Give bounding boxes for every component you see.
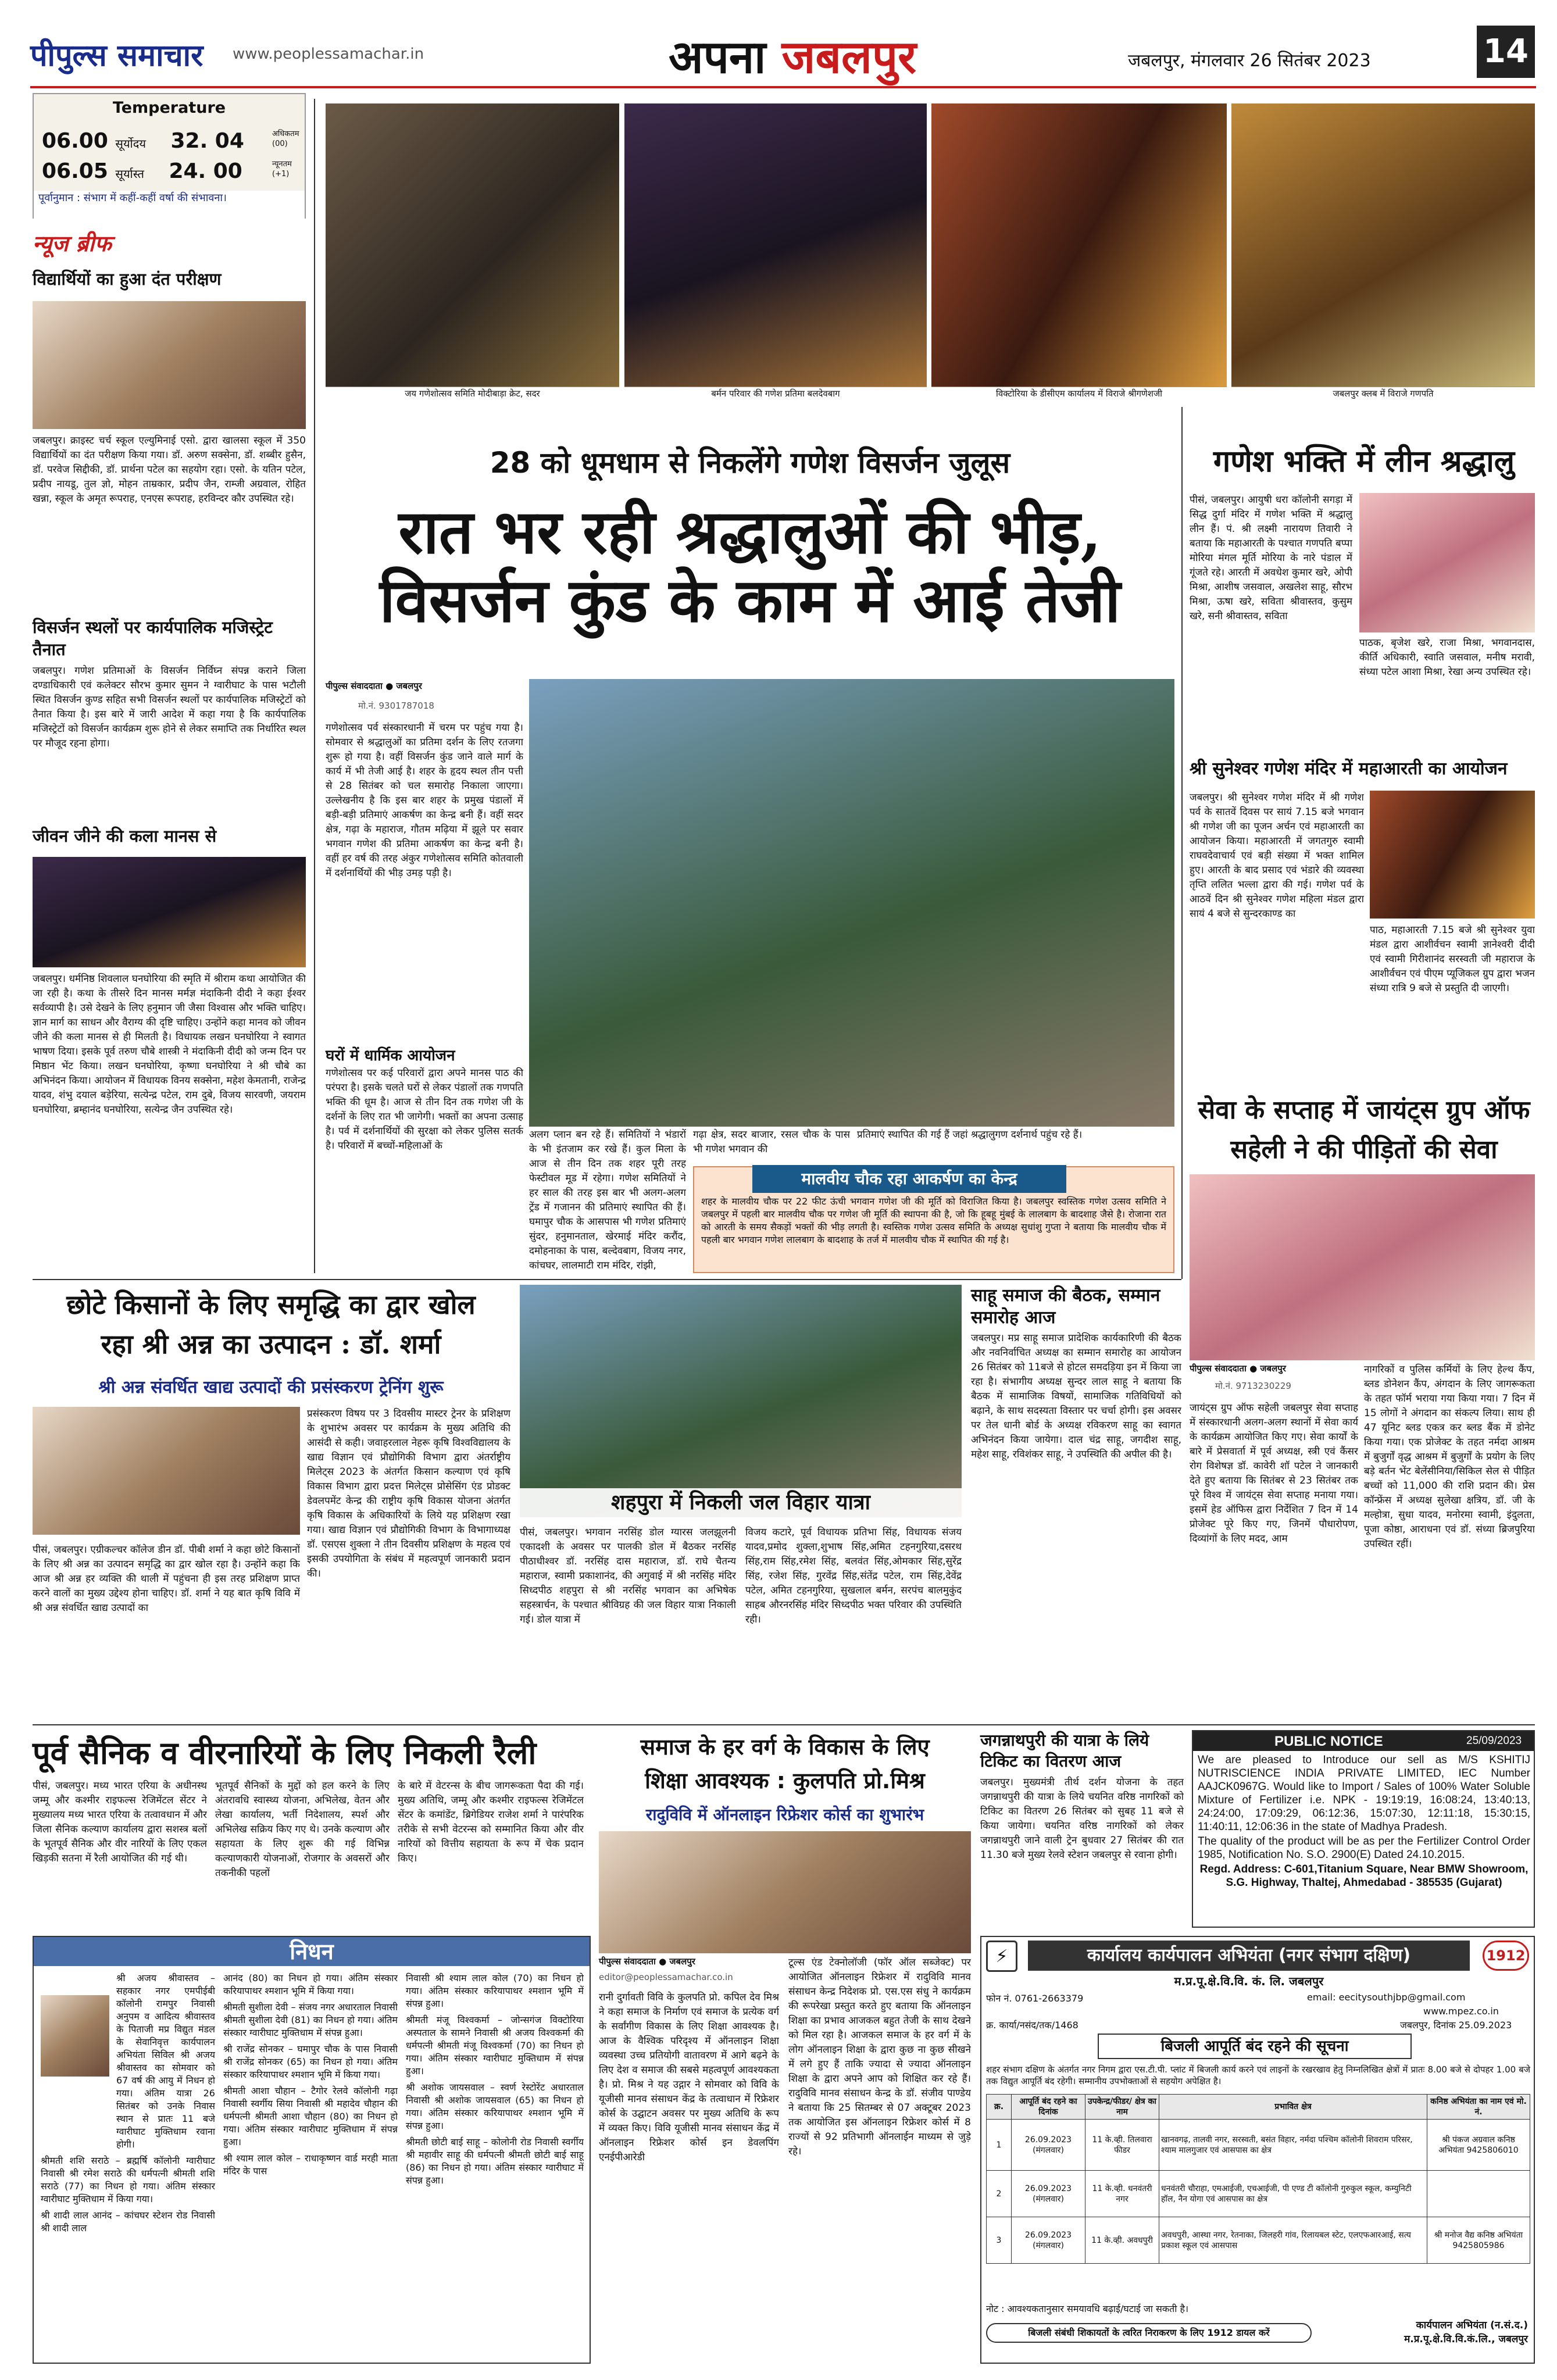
nidhan-title: निधन [34, 1937, 590, 1966]
table-cell: श्री मनोज वैद्य कनिष्ठ अभियंता 9425805986 [1427, 2217, 1530, 2264]
shiksha-headline [599, 1730, 971, 1797]
sunset-label: सूर्यास्त [115, 167, 144, 181]
lead-headline [326, 498, 1174, 635]
farmers-headline-line1: छोटे किसानों के लिए समृद्धि का द्वार खोल [66, 1289, 476, 1320]
forecast-text: पूर्वानुमान : संभाग में कहीं-कहीं वर्षा की संभावना। [34, 191, 305, 219]
ganesh-bhakti-photo [1359, 493, 1535, 632]
shiksha-photo [599, 1831, 971, 1953]
obituary-item: श्रीमती शशि सराठे – ब्रह्मर्षि कॉलोनी ग्वारीघाट निवासी श्री रमेश सराठे की धर्मपत्नी श्रीमती शशि सराठे (77) का निधन हो गया। अंतिम संस्कार ग्वारीघाट मुक्तिधाम में किया गया। [41, 2155, 215, 2204]
top-photo [1231, 103, 1535, 400]
power-table [986, 2094, 1530, 2264]
giants-mobile: मो.नं. 9713230229 [1215, 1381, 1291, 1391]
jal-vihar-caption: शहपुरा में निकली जल विहार यात्रा [520, 1488, 962, 1517]
lead-subhead: घरों में धार्मिक आयोजन [326, 1047, 455, 1064]
giants-photo [1190, 1174, 1535, 1360]
obituary-item: श्री राजेंद्र सोनकर – घमापुर चौक के पास निवासी श्री राजेंद्र सोनकर (65) का निधन हो गया। अंतिम संस्कार करियापाथर श्मशान भूमि में किया गया। [223, 2043, 398, 2080]
brief-headline: विद्यार्थियों का हुआ दंत परीक्षण [33, 269, 222, 289]
nidhan-col1 [41, 1972, 215, 2361]
temperature-title: Temperature [112, 99, 226, 117]
sahu-headline: साहू समाज की बैठक, सम्मान समारोह आज [971, 1285, 1160, 1328]
farmers-headline-line2: रहा श्री अन्न का उत्पादन : डॉ. शर्मा [101, 1328, 441, 1360]
public-notice-address: Regd. Address: C-601,Titanium Square, Near BMW Showroom, S.G. Highway, Thaltej, Ahmedabad - 385535 (Gujarat) [1199, 1863, 1529, 1889]
table-header: उपकेन्द्र/फीडर/ क्षेत्र का नाम [1085, 2095, 1159, 2120]
power-footnote: नोट : आवश्यकतानुसार समयावधि बढ़ाई/घटाई जा सकती है। [986, 2303, 1189, 2314]
rally-col1: पीसं, जबलपुर। मध्य भारत एरिया के अधीनस्थ जम्मू और कश्मीर राइफल्स रेजिमेंटल सेंटर ने मुख्यालय मध्य भारत एरिया के तत्वावधान में और जिला सैनिक कल्याण कार्यालय द्वारा सशस्त्र बलों के भूतपूर्व सैनिक और वीर नारियों के लिए एकल खिड़की सतना में रैली आयोजित की गई थी। [33, 1780, 207, 1864]
power-signature [1319, 2318, 1528, 2346]
obituary-item: श्रीमती सुशीला देवी – संजय नगर अधारताल निवासी श्रीमती सुशीला देवी (81) का निधन हो गया। अंतिम संस्कार ग्वारीघाट मुक्तिधाम में संपन्न हुआ। [223, 2002, 398, 2038]
table-cell: 11 के.व्ही. अवधपुरी [1085, 2217, 1159, 2264]
giants-body: जायंट्स ग्रुप ऑफ सहेली जबलपुर सेवा सप्ताह में संस्कारधानी अलग-अलग स्थानों में सेवा कार्य के कार्यक्रम आयोजित किए गए। सेवा कार्यों के बारे में प्रेसवार्ता में पूर्व अध्यक्ष, स्त्री एवं कैंसर रोग विशेषज्ञ डॉ. कावेरी शॉ पटेल ने जानकारी देते हुए बताया कि सितंबर से 23 सितंबर तक पूरे विश्व में जायंट्स सेवा सप्ताह मनाया गया। इसमें हेड ऑफिस द्वारा निर्देशित 7 दिन में 14 प्रोजेक्ट पूरे किए गए, जिनमें पौधारोपण, दिव्यांगों के लिए मदद, आम [1190, 1402, 1358, 1545]
temperature-row [42, 129, 244, 153]
brief-body: जबलपुर। धर्मनिष्ठ शिवलाल घनघोरिया की स्मृति में श्रीराम कथा आयोजित की जा रही है। कथा के तीसरे दिन मानस मर्मज्ञ मंदाकिनी दीदी ने कहा ईश्वर सर्वव्यापी है। उसे देखने के लिए हनुमान जी जैसा विश्वास और भक्ति चाहिए। ज्ञान मार्ग का साधन और वैराग्य की दृष्टि चाहिए। उन्होंने कहा मानव को जीवन जीने की कला मानस से ही मिलती है। विधायक लखन घनघोरिया ने स्वागत भाषण दिया। इसके पूर्व तरुण चौबे शास्त्री ने मंदाकिनी दीदी को जन्म दिन पर मिष्ठान भेंट किया। लखन घनघोरिया, कृष्णा घनघोरिया ने श्री चौबे का अभिनंदन किया। आयोजन में विधायक विनय सक्सेना, महेश केमतानी, राजेन्द्र यादव, शंभु दयाल बड़ेरिया, सत्येन्द्र पटेल, राम दुबे, विजय सारवणी, जयराम घनघोरिया, ब्रम्हानंद घनघोरिया, सत्येन्द्र जैन उपस्थित रहे। [33, 973, 306, 1116]
suneshwar-photo [1370, 791, 1535, 919]
ganesh-bhakti-side: पाठक, बृजेश खरे, राजा मिश्रा, भगवानदास, कीर्ति अधिकारी, स्वाति जसवाल, मनीष मरावी, संध्या पटेल आशा मिश्रा, रेखा अन्य उपस्थित रहे। [1359, 637, 1535, 678]
rally-col2: भूतपूर्व सैनिकों के मुद्दों को हल करने के लिए अंतरावधि स्वास्थ्य योजना, अभिलेख, वेतन और लेखा कार्यालय, भर्ती निदेशालय, स्पर्श और अभिलेख सक्रिय किए गए थे। उनके कल्याण और सहायता के लिए शुरू की गई विभिन्न कल्याणकारी योजनाओं, रोजगार के अवसरों और तकनीकी पहलों [215, 1780, 390, 1879]
table-row [987, 2171, 1530, 2217]
brief-body: जबलपुर। क्राइस्ट चर्च स्कूल एल्युमिनाई एसो. द्वारा खालसा स्कूल में 350 विद्यार्थियों का दंत परीक्षण किया गया। डॉ. अरुण सक्सेना, डॉ. शब्बीर हुसैन, डॉ. परवेज सिद्दीकी, डॉ. प्रार्थना पटेल का सहयोग रहा। एसो. के यतिन पटेल, प्रदीप नायडू, तुल ज्ञो, मोहन ताम्रकार, प्रदीप जैन, राम्जी अग्रवाल, रोहित खन्ना, स्कूल के अमृत रूपराह, एनएस रूपराह, हरविन्दर कौर उपस्थित रहे। [33, 435, 306, 505]
power-sign-line2: म.प्र.पू.क्षे.वि.वि.कं.लि., जबलपुर [1404, 2333, 1528, 2345]
section-title-b: जबलपुर [781, 31, 917, 84]
max-temp: 32. 04 [170, 129, 244, 153]
photo-caption: बर्मन परिवार की गणेश प्रतिमा बलदेवबाग [624, 387, 927, 400]
power-org: म.प्र.पू.क्षे.वि.वि. कं. लि. जबलपुर [1174, 1974, 1324, 1988]
lead-kicker: 28 को धूमधाम से निकलेंगे गणेश विसर्जन जुलूस [490, 446, 1010, 480]
lead-col4: प्रतिमाएं स्थापित की गई हैं जहां श्रद्धालुगण दर्शनार्थ पहुंच रहे हैं। [857, 1129, 1083, 1141]
shiksha-byline: पीपुल्स संवाददाता ● जबलपुर [599, 1956, 695, 1967]
power-phone: फोन नं. 0761-2663379 [986, 1993, 1084, 2004]
helpline-badge: 1912 [1483, 1941, 1529, 1971]
table-header: क्र. [987, 2095, 1012, 2120]
page-number: 14 [1477, 26, 1535, 78]
farmers-col1: पीसं, जबलपुर। एग्रीकल्चर कॉलेज डीन डॉ. पीबी शर्मा ने कहा छोटे किसानों के लिए श्री अन्न का उत्पादन समृद्धि का द्वार खोल रहा है। उन्होंने कहा कि आज श्री अन्न हर व्यक्ति की थाली में पहुंचना ही इस तरह प्रशिक्षण प्राप्त करने वालों का मुख्य उद्देश्य होना चाहिए। डॉ. शर्मा ने यह बात कृषि विवि में श्री अन्न संवर्धित खाद्य उत्पादों का [33, 1544, 300, 1614]
lead-byline: पीपुल्स संवाददाता ● जबलपुर [326, 681, 422, 691]
farmers-photo [33, 1407, 300, 1535]
ganesh-bhakti-headline: गणेश भक्ति में लीन श्रद्धालु [1213, 444, 1515, 479]
table-cell: 26.09.2023 (मंगलवार) [1012, 2171, 1085, 2217]
suneshwar-side: पाठ, महाआरती 7.15 बजे श्री सुनेश्वर युवा मंडल द्वारा आशीर्वचन स्वामी ज्ञानेश्वरी दीदी एवं स्वामी गिरीशानंद सरस्वती जी महाराज के आशीर्वचन एवं पीएम प्यूजिकल ग्रुप द्वारा भजन संध्या रात्रि 9 बजे से प्रस्तुति दी जाएगी। [1370, 924, 1535, 994]
lead-headline-line2: विसर्जन कुंड के काम में आई तेजी [379, 564, 1121, 636]
sunset-time: 06.05 [42, 159, 108, 183]
table-cell: श्री पंकज अग्रवाल कनिष्ठ अभियंता 9425806010 [1427, 2120, 1530, 2171]
table-header: कनिष्ठ अभियंता का नाम एवं मो. नं. [1427, 2095, 1530, 2120]
rally-col3: के बारे में वेटरन्स के बीच जागरूकता पैदा की गई। मुख्य अतिथि, जम्मू और कश्मीर राइफल्स रेजिमेंटल सेंटर के कमांडेंट, ब्रिगेडियर राजेश शर्मा ने पारंपरिक तरीके से सभी वेटरन्स को सम्मानित किया और वीर नारियों को वित्तीय सहायता के रूप में चेक प्रदान किए। [398, 1780, 584, 1864]
obituary-item: श्रीमती आशा चौहान – टैगोर रेलवे कॉलोनी गढ़ा निवासी स्वर्गीय सिया निवासी श्री महादेव चौहान की धर्मपत्नी श्रीमती आशा चौहान (80) का निधन हो गया। अंतिम संस्कार ग्वारीघाट मुक्तिधाम में संपन्न हुआ। [223, 2085, 398, 2147]
table-cell: अवधपुरी, आस्था नगर, रेतनाका, जिलहरी गांव, रिलायबल स्टेट, एलएफआरआई, सत्य प्रकाश स्कूल एवं आसपास [1159, 2217, 1427, 2264]
top-photo [624, 103, 927, 400]
mpez-logo: ⚡ [986, 1941, 1017, 1972]
nidhan-col2 [223, 1972, 398, 2361]
lead-col3: गढ़ा क्षेत्र, सदर बाजार, रसल चौक के पास भी गणेश भगवान की [693, 1129, 850, 1155]
obituary-item: श्री अशोक जायसवाल – स्वर्ण रेस्टोरेंट अधारताल निवासी श्री अशोक जायसवाल (65) का निधन हो गया। अंतिम संस्कार करियापाथर श्मशान भूमि में संपन्न हुआ। [406, 2082, 584, 2131]
news-brief-label: न्यूज ब्रीफ [33, 231, 112, 256]
jal-vihar-col1: पीसं, जबलपुर। भगवान नरसिंह डोल ग्यारस जलझूलनी एकादशी के अवसर पर पालकी डोल में बैठकर नरसिंह पीठाधीश्वर डॉ. नरसिंह दास महाराज, डॉ. राघे चैतन्य महाराज, स्वामी प्रकाशानंद, की अगुवाई में श्री नरसिंह मंदिर सिध्दपीठ शहपुरा से श्री नरसिंह भगवान का अभिषेक सहस्त्रार्चन, के पश्चात श्रीविग्रह की जल विहार यात्रा निकाली गई। डोल यात्रा में [520, 1527, 736, 1625]
sahu-body: जबलपुर। मप्र साहू समाज प्रादेशिक कार्यकारिणी की बैठक और नवनिर्वाचित अध्यक्ष का सम्मान समारोह का आयोजन 26 सितंबर को 11बजे से होटल समदड़िया इन में किया जा रहा है। संभागीय अध्यक्ष सुन्दर लाल साहू ने बताया कि बैठक में सामाजिक विषयों, सामाजिक गतिविधियों को बढ़ाने, के साथ सदस्यता विस्तार पर चर्चा होगी। इस अवसर पर तेल धानी बोर्ड के अध्यक्ष रविकरण साहू का स्वागत अभिनंदन किया जायेगा। दाल चंद्र साहू, जगदीश साहू, महेश साहू, रविशंकर साहू, ने उपस्थिति की अपील की है। [971, 1332, 1181, 1460]
shiksha-headline-line2: शिक्षा आवश्यक : कुलपति प्रो.मिश्र [645, 1768, 925, 1793]
power-ref-date: जबलपुर, दिनांक 25.09.2023 [1400, 2020, 1512, 2031]
nidhan-box [33, 1936, 591, 2364]
suneshwar-headline: श्री सुनेश्वर गणेश मंदिर में महाआरती का आयोजन [1190, 759, 1508, 779]
table-cell: 26.09.2023 (मंगलवार) [1012, 2120, 1085, 2171]
jagannath-body: जबलपुर। मुख्यमंत्री तीर्थ दर्शन योजना के तहत जगन्नाथपुरी की यात्रा के लिये चयनित वरिष्ठ नागरिकों को टिकिट का वितरण 26 सितंबर को सुबह 11 बजे से किया जायेगा। चयनित वरिष्ठ नागरिकों को लेकर जगन्नाथपुरी जाने वाली ट्रेन बुधवार 27 सितंबर की रात 11.30 बजे मुख्य रेलवे स्टेशन जबलपुर से रवाना होगी। [980, 1777, 1184, 1861]
table-header: आपूर्ति बंद रहने का दिनांक [1012, 2095, 1085, 2120]
farmers-col2: प्रसंस्करण विषय पर 3 दिवसीय मास्टर ट्रेनर के प्रशिक्षण के शुभारंभ अवसर पर कार्यक्रम के मुख्य अतिथि की आसंदी से कही। जवाहरलाल नेहरू कृषि विश्वविद्यालय के खाद्य विज्ञान एवं प्रौद्योगिकी विभाग द्वारा अंतर्राष्ट्रीय मिलेट्स 2023 के अंतर्गत किसान कल्याण एवं कृषि विकास विभाग द्वारा प्रदत्त मिलेट्स प्रोसेसिंग एंड प्रोडक्ट डेवलपमेंट केन्द्र की राष्ट्रीय कृषि विकास योजना अंतर्गत कृषि विकास के अधिकारियों के लिये यह प्रशिक्षण रखा गया। खाद्य विज्ञान एवं प्रौद्योगिकी विभाग के विभागाध्यक्ष डॉ. एसएस शुक्ला ने तीन दिवसीय प्रशिक्षण के महत्व एवं इसकी उपयोगिता के संबंध में महत्वपूर्ण जानकारी प्रदान की। [307, 1408, 510, 1579]
power-intro: शहर संभाग दक्षिण के अंतर्गत नगर निगम द्वारा एस.टी.पी. प्लांट में बिजली कार्य करने एवं लाइनों के रखरखाव हेतु निम्नलिखित क्षेत्रों में प्रातः 8.00 बजे से दोपहर 1.00 बजे तक विद्युत आपूर्ति बंद रहेगी। सम्मानीय उपभोक्ताओं से सहयोग अपेक्षित है। [986, 2064, 1530, 2086]
power-notice [980, 1936, 1535, 2364]
public-notice-body [1198, 1753, 1530, 1889]
brief-body: जबलपुर। गणेश प्रतिमाओं के विसर्जन निर्विघ्न संपन्न कराने जिला दण्डाधिकारी एवं कलेक्टर सौरभ कुमार सुमन ने ग्वारीघाट के पास भटौली स्थित विसर्जन कुण्ड सहित सभी विसर्जन स्थलों पर कार्यपालिक मजिस्ट्रेटों को तैनात किया है। इस बारे में जारी आदेश में कहा गया है कि कार्यपालिक मजिस्ट्रेटों को विसर्जन कार्यक्रम शुरू होने से लेकर समाप्ति तक निर्धारित स्थल पर मौजूद रहना होगा। [33, 665, 306, 749]
photo-caption: जय गणेशोत्सव समिति मोदीबाड़ा क्रेट, सदर [326, 387, 619, 400]
farmers-headline [33, 1285, 509, 1364]
public-notice-header [1193, 1731, 1534, 1751]
giants-headline: सेवा के सप्ताह में जायंट्स ग्रुप ऑफ सहेली ने की पीड़ितों की सेवा [1198, 1095, 1530, 1164]
table-cell [1427, 2171, 1530, 2217]
giants-byline: पीपुल्स संवाददाता ● जबलपुर [1190, 1363, 1286, 1374]
suneshwar-body: जबलपुर। श्री सुनेश्वर गणेश मंदिर में श्री गणेश पर्व के सातवें दिवस पर सायं 7.15 बजे भगवान श्री गणेश जी का पूजन अर्चन एवं महाआरती का आयोजन किया। महाआरती में जगतगुरु स्वामी राघवदेवाचार्य एवं बड़ी संख्या में भक्त शामिल हुए। आरती के बाद प्रसाद एवं भंडारे की व्यवस्था तृप्ति ललित भल्ला द्वारा की गई। गणेश पर्व के आठवें दिन श्री सुनेश्वर गणेश महिला मंडल द्वारा सायं 4 बजे से सुन्दरकाण्ड का [1190, 792, 1364, 920]
table-row [987, 2120, 1530, 2171]
table-cell: 1 [987, 2120, 1012, 2171]
min-temp-note: न्यूनतम (+1) [272, 160, 292, 178]
jal-vihar-col2: विजय कटारे, पूर्व विधायक प्रतिभा सिंह, विधायक संजय यादव,प्रमोद शुक्ला,शुभाष सिंह,अमित टहनगुरिया,दसरथ सिंह,राम सिंह,रमेश सिंह, बलवंत सिंह,ओमकार सिंह,सुरेंद्र सिंह, रजेश सिंह, गुरवेंद्र सिंह,संतेंद्र पटेल, राम सिंह,देवेंद्र पटेल, अमित टहनगुरिया, सुखलाल बर्मन, सरपंच बालमुकुंद साहब औरनरसिंह मंदिर सिध्दपीठ भक्त परिवार की उपस्थिति रही। [745, 1527, 962, 1625]
issue-date: जबलपुर, मंगलवार 26 सितंबर 2023 [1128, 51, 1371, 71]
shiksha-col2: टूल्स एंड टेक्नोलॉजी (फॉर ऑल सब्जेक्ट) पर आयोजित ऑनलाइन रिफ्रेशर में रादुविवि मानव संसाधन केन्द्र निदेशक प्रो. एस.एस संधु ने कार्यक्रम की रूपरेखा प्रस्तुत करते हुए बताया कि ऑनलाइन शिक्षा का प्रभाव आजकल बहुत तेजी के साथ देखने को मिल रहा है। आजकल समाज के हर वर्ग में के लोग ऑनलाइन शिक्षा के द्वारा कुछ ना कुछ सीखने में लगे हुए हैं ताकि ज्यादा से ज्यादा ऑनलाइन शिक्षा के द्वारा अपने आप को शिक्षित कर रहे हैं। रादुविवि मानव संसाधन केन्द्र के डॉ. संजीव पाण्डेय ने बताया कि 25 सितम्बर से 07 अक्टूबर 2023 तक आयोजित इस ऑनलाइन रिफ्रेशर कोर्स में 8 राज्यों से 92 प्रतिभागी ऑनलाईन माध्यम से जुड़े रहे। [788, 1957, 971, 2157]
table-header-row [987, 2095, 1530, 2120]
obituary-item: निवासी श्री श्याम लाल कोल (70) का निधन हो गया। अंतिम संस्कार करियापाथर श्मशान भूमि में संपन्न हुआ। [406, 1972, 584, 2009]
shiksha-col1: रानी दुर्गावती विवि के कुलपति प्रो. कपिल देव मिश्र ने कहा समाज के निर्माण एवं समाज के प्रत्येक वर्ग के सर्वांगीण विकास के लिए शिक्षा आवश्यक है। आज के वैश्विक परिदृश्य में ऑनलाइन शिक्षा व्यवस्था उच्च प्रतियोगी वातावरण में आगे बढ़ने के लिए देश व समाज की सबसे महत्वपूर्ण आवश्यकता है। प्रो. मिश्र ने यह उद्गार ने सोमवार को विवि के यूजीसी मानव संसाधन केंद्र के तत्वाधान में रिफ्रेशर कोर्स के उद्घाटन अवसर पर मुख्य अतिथि के रूप में व्यक्त किए। विवि यूजीसी मानव संसाधन केंद्र में ऑनलाइन रिफ्रेशर कोर्स इन डेवलपिंग एनईपीआरेडी [599, 1992, 779, 2163]
jal-vihar-photo [520, 1285, 962, 1517]
obituary-item: श्री श्याम लाल कोल – राधाकृष्णन वार्ड मरही माता मंदिर के पास [223, 2153, 398, 2177]
power-office-title: कार्यालय कार्यपालन अभियंता (नगर संभाग दक्षिण) [1028, 1941, 1470, 1971]
power-sign-line1: कार्यपालन अभियंता (न.सं.द.) [1416, 2320, 1528, 2331]
jagannath-headline: जगन्नाथपुरी की यात्रा के लिये टिकिट का वितरण आज [980, 1731, 1149, 1771]
lead-box-title: मालवीय चौक रहा आकर्षण का केन्द्र [752, 1165, 1066, 1193]
power-bottom-strip: बिजली संबंधी शिकायतों के त्वरित निराकरण के लिए 1912 डायल करें [986, 2323, 1312, 2343]
obituary-item: श्री अजय श्रीवास्तव – सहकार नगर एमपीईबी कॉलोनी रामपुर निवासी अनुपम व आदित्य श्रीवास्तव के पिताजी मप्र विद्युत मंडल के सेवानिवृत्त कार्यपालन अभियंता सिविल श्री अजय श्रीवास्तव का सोमवार को 67 वर्ष की आयु में निधन हो गया। अंतिम यात्रा 26 सितंबर को उनके निवास स्थान से प्रातः 11 बजे ग्वारीघाट मुक्तिधाम रवाना होगी। [116, 1972, 215, 2150]
farmers-subhead: श्री अन्न संवर्धित खाद्य उत्पादों की प्रसंस्करण ट्रेनिंग शुरू [98, 1377, 444, 1398]
obituary-item: आनंद (80) का निधन हो गया। अंतिम संस्कार करियापाथर श्मशान भूमि में किया गया। [223, 1972, 398, 1996]
masthead [0, 0, 1557, 99]
photo-caption: जबलपुर क्लब में विराजे गणपति [1231, 387, 1535, 400]
obituary-item: श्रीमती छोटी बाई साहू – कोलोनी रोड निवासी स्वर्गीय श्री महावीर साहू की धर्मपत्नी श्रीमती छोटी बाई साहू (86) का निधन हो गया। अंतिम संस्कार ग्वारीघाट में संपन्न हुआ। [406, 2136, 584, 2186]
shiksha-headline-line1: समाज के हर वर्ग के विकास के लिए [640, 1734, 930, 1760]
shiksha-email[interactable]: editor@peoplessamachar.co.in [599, 1972, 733, 1982]
lead-col1: गणेशोत्सव पर्व संस्कारधानी में चरम पर पहुंच गया है। सोमवार से श्रद्धालुओं का प्रतिमा दर्शन के लिए रतजगा शुरू हो गया है। वहीं विसर्जन कुंड जाने वाले मार्ग के कार्य में भी तेजी आई है। शहर के हृदय स्थल तीन पत्ती से 28 सितंबर को चल समारोह निकाला जाएगा। उल्लेखनीय है कि इस बार शहर के प्रमुख पंडालों में बड़ी-बड़ी प्रतिमाएं आकर्षण का केन्द्र बनी हैं। वहीं सदर क्षेत्र, गढ़ा के महाराज, गौतम मढ़िया में झूले पर सवार भगवान गणेश की प्रतिमा आकर्षण का केन्द्र बनी है। वहीं हर वर्ष की तरह अंकुर गणेशोत्सव समिति कोतवाली में दर्शनार्थियों की भीड़ उमड़ पड़ी है। [326, 722, 523, 879]
giants-side: नागरिकों व पुलिस कर्मियों के लिए हेल्थ कैंप, ब्लड डोनेशन कैंप, अंगदान के लिए जागरूकता के तहत फॉर्म भराया गया किया गया। 7 दिन में 15 लोगों ने अंगदान का संकल्प लिया। साथ ही 47 यूनिट ब्लड एकत्र कर ब्लड बैंक में डोनेट किया गया। एक प्रोजेक्ट के तहत नर्मदा आश्रम में बुजुर्गों वृद्ध आश्रम में बुजुर्गों के प्रयोग के लिए बड़े बर्तन भेंट बेलेंसीनिया/सिकिल सेल से पीड़ित बच्चों को 11,000 की राशि प्रदान की। प्रेस कॉन्फ्रेंस में अध्यक्ष सुलेखा क्षत्रिय, डॉ. जी के मल्होत्रा, सुधा यादव, मनोरमा स्वामी, इंदुलता, पूजा कोष्ठा, आराधना एवं डॉ. संध्या ब्रिजपुरिया उपस्थित रहीं। [1364, 1364, 1535, 1550]
table-row [987, 2217, 1530, 2264]
section-title [669, 24, 916, 86]
brief-photo [33, 301, 306, 429]
top-photo [931, 103, 1227, 400]
lead-box-body: शहर के मालवीय चौक पर 22 फीट ऊंची भगवान गणेश जी की मूर्ति को विराजित किया है। जबलपुर स्वस्तिक गणेश उत्सव समिति ने जबलपुर में पहली बार मालवीय चौक पर गणेश जी मूर्ति की स्थापना की है, जो कि हूबहू मुंबई के लालबाग के बादशाह जैसे है। रोजाना रात को आरती के समय सैकड़ों भक्तों की भीड़ लगती है। स्वस्तिक गणेश उत्सव समिति के अध्यक्ष सुधांशु गुप्ता ने बताया कि मालवीय चौक में पहली बार भगवान गणेश लालबाग के बादशाह के तर्ज में मालवीय चौक में स्थापित की गई है। [701, 1196, 1166, 1245]
sunrise-label: सूर्योदय [115, 137, 146, 151]
rally-headline: पूर्व सैनिक व वीरनारियों के लिए निकली रैली [33, 1734, 537, 1771]
temperature-row [42, 159, 242, 183]
lead-col1b: गणेशोत्सव पर कई परिवारों द्वारा अपने मानस पाठ की परंपरा है। इसके चलते घरों से लेकर पंडालों तक गणपति भक्ति की धूम है। आज से तीन दिन तक गणेश जी के दर्शनों के लिए रात भी जागेगी। भक्तों का अपना उत्साह है। पर्व में दर्शनार्थियों की सुरक्षा को लेकर पुलिस सतर्क है। परिवारों में बच्चों-महिलाओं के [326, 1067, 523, 1152]
brand-logo: पीपुल्स समाचार [30, 38, 203, 73]
public-notice-text: We are pleased to Introduce our sell as M/S KSHITIJ NUTRISCIENCE INDIA PRIVATE LIMITED, IEC Number AAJCK0967G. Would like to Import / Sales of 100% Water Soluble Mixture of Fertilizer i.e. NPK - 19:19:19, 16:08:24, 13:40:13, 24:24:00, 17:09:29, 06:12:36, 15:07:30, 12:11:18, 15:30:15, 11:40:11, 12:06:36 in the state of Madhya Pradesh. [1198, 1754, 1530, 1833]
lead-col2: अलग प्लान बन रहे हैं। समितियों ने भंडारों के भी इंतजाम कर रखे हैं। कुल मिला के आज से तीन दिन तक शहर पूरी तरह फेस्टीवल मूड में रहेगा। गणेश समितियों ने हर साल की तरह इस बार भी अलग-अलग ट्रेंड में गजानन की प्रतिमाएं स्थापित की हैं। घमापुर चौक के आसपास भी गणेश प्रतिमाएं सुंदर, हनुमानताल, खेरमाई मंदिर करौंद, दमोहनाका के पास, बल्देवबाग, विजय नगर, कांचघर, लालमाटी राम मंदिर, रांझी, [529, 1129, 686, 1271]
table-cell: 26.09.2023 (मंगलवार) [1012, 2217, 1085, 2264]
ganesh-bhakti-body: पीसं, जबलपुर। आयुषी धरा कॉलोनी सगड़ा में सिद्ध दुर्गा मंदिर में गणेश भक्ति में श्रद्धालु लीन हैं। पं. श्री लक्ष्मी नारायण तिवारी ने बताया कि महाआरती के पश्चात गणपति बप्पा मोरिया मंगल मूर्ति मोरिया के नारे पंडाल में गूंजते रहे। आरती में अवधेश कुमार खरे, ओपी मिश्रा, आशीष जसवाल, अखलेश साहू, सौरभ मिश्रा, ऊषा खरे, सविता श्रीवास्तव, कुसुम खरे, सनी श्रीवास्तव, सविता [1190, 494, 1352, 622]
lead-box [693, 1166, 1174, 1273]
table-cell: धनवंतरी चौराहा, एमआईजी, एचआईजी, पी एण्ड टी कॉलोनी गुरुकुल स्कूल, कम्युनिटी हॉल, नैन योगा एवं आसपास का क्षेत्र [1159, 2171, 1427, 2217]
brief-headline: जीवन जीने की कला मानस से [33, 826, 217, 846]
nidhan-col3 [406, 1972, 584, 2361]
public-notice-text-2: The quality of the product will be as per the Fertilizer Control Order 1985, Notification No. S.O. 2900(E) Dated 24.10.2015. [1198, 1835, 1530, 1861]
obituary-item: श्री शादी लाल आनंद – कांचघर स्टेशन रोड निवासी श्री शादी लाल [41, 2210, 215, 2234]
table-cell: 11 के.व्ही. धनवंतरी नगर [1085, 2171, 1159, 2217]
website-link[interactable]: www.peoplessamachar.in [233, 45, 424, 63]
lead-headline-line1: रात भर रही श्रद्धालुओं की भीड़, [398, 496, 1102, 567]
sunrise-time: 06.00 [42, 129, 108, 153]
photo-caption: विक्टोरिया के डीसीएम कार्यालय में विराजे श्रीगणेशजी [931, 387, 1227, 400]
min-temp: 24. 00 [169, 159, 242, 183]
public-notice [1192, 1730, 1535, 1928]
table-cell: 3 [987, 2217, 1012, 2264]
lead-photo [529, 679, 1174, 1127]
brief-headline: विसर्जन स्थलों पर कार्यपालिक मजिस्ट्रेट तैनात [33, 617, 273, 659]
power-email[interactable]: email: eecitysouthjbp@gmail.com [1307, 1992, 1466, 2003]
section-title-a: अपना [669, 31, 766, 84]
public-notice-date: 25/09/2023 [1466, 1735, 1522, 1747]
table-header: प्रभावित क्षेत्र [1159, 2095, 1427, 2120]
public-notice-title: PUBLIC NOTICE [1274, 1734, 1383, 1749]
shiksha-subhead: रादुविवि में ऑनलाइन रिफ्रेशर कोर्स का शुभारंभ [645, 1805, 924, 1824]
power-ref: क्र. कार्या/नसंद/तक/1468 [986, 2020, 1079, 2031]
brief-photo [33, 857, 306, 967]
lead-mobile: मो.नं. 9301787018 [358, 701, 434, 711]
power-notice-title: बिजली आपूर्ति बंद रहने की सूचना [1098, 2034, 1412, 2059]
temperature-box [33, 93, 306, 219]
table-cell: खानवगढ़, तालवी नगर, सरस्वती, बसंत विहार, नर्मदा पश्चिम कॉलोनी शिवराम परिसर, श्याम मालगुजार एवं आसपास का क्षेत्र [1159, 2120, 1427, 2171]
max-temp-note: अधिकतम (00) [272, 130, 299, 148]
top-photo [326, 103, 619, 400]
power-web[interactable]: www.mpez.co.in [1423, 2006, 1499, 2017]
table-cell: 11 के.व्ही. तिलवारा फीडर [1085, 2120, 1159, 2171]
table-cell: 2 [987, 2171, 1012, 2217]
obituary-item: श्रीमती मंजू विश्वकर्मा – जोन्सगंज विक्टोरिया अस्पताल के सामने निवासी श्री अजय विश्वकर्मा की धर्मपत्नी श्रीमती मंजू विश्वकर्मा (70) का निधन हो गया। अंतिम संस्कार ग्वारीघाट मुक्तिधाम में संपन्न हुआ। [406, 2014, 584, 2077]
